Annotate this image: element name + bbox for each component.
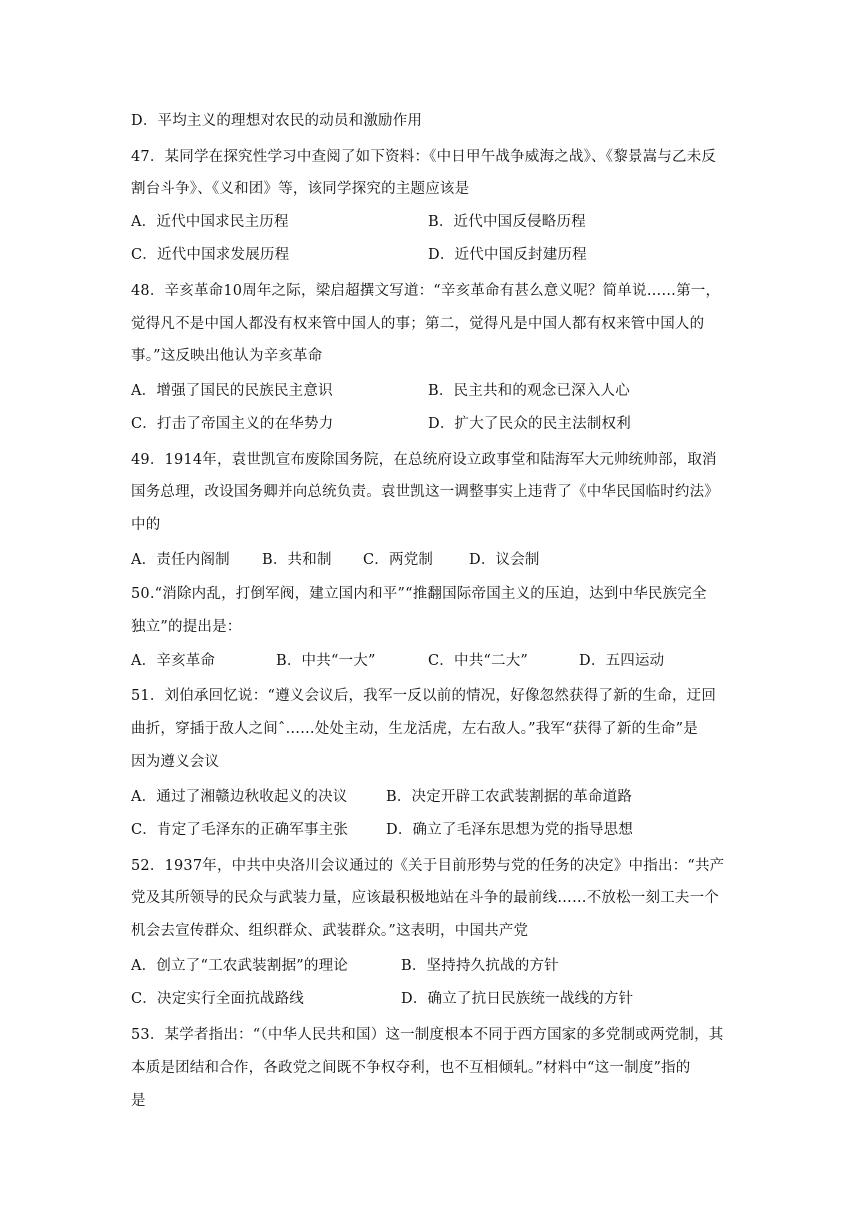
q52-stem-line-2: 党及其所领导的民众与武装力量，应该最积极地站在斗争的最前线……不放松一刻工夫一个 xyxy=(131,890,719,906)
q53-stem-line-2: 本质是团结和合作，各政党之间既不争权夺利，也不互相倾轧。”材料中“这一制度”指的 xyxy=(131,1060,691,1076)
q48-stem-line-1: 48．辛亥革命10周年之际，梁启超撰文写道：“辛亥革命有甚么意义呢？简单说……第一， xyxy=(131,283,721,299)
q51-option-b: B．决定开辟工农武装割据的革命道路 xyxy=(386,789,633,805)
q49-stem-line-2: 国务总理，改设国务卿并向总统负责。袁世凯这一调整事实上违背了《中华民国临时约法》 xyxy=(131,484,719,500)
q50-stem-line-2: 独立”的提出是： xyxy=(131,619,242,635)
q51-option-a: A．通过了湘赣边秋收起义的决议 xyxy=(131,789,348,805)
q48-option-c: C．打击了帝国主义的在华势力 xyxy=(131,416,334,432)
q51-stem-line-1: 51．刘伯承回忆说：“遵义会议后，我军一反以前的情况，好像忽然获得了新的生命，迂回 xyxy=(131,688,717,704)
q50-stem-line-1: 50.“消除内乱，打倒军阀，建立国内和平”“推翻国际帝国主义的压迫，达到中华民族完全 xyxy=(131,586,707,602)
q47-stem-line-2: 割台斗争》、《义和团》等，该同学探究的主题应该是 xyxy=(131,181,470,197)
q49-stem-line-3: 中的 xyxy=(131,517,161,533)
q47-option-b: B．近代中国反侵略历程 xyxy=(428,214,586,230)
q52-stem-line-1: 52．1937年，中共中央洛川会议通过的《关于目前形势与党的任务的决定》中指出：“共产 xyxy=(131,858,725,874)
q52-option-a: A．创立了“工农武装割据”的理论 xyxy=(131,958,348,974)
q49-option-a: A．责任内阁制 xyxy=(131,552,230,568)
q46-option-d: D．平均主义的理想对农民的动员和激励作用 xyxy=(131,113,423,129)
q48-stem-line-2: 觉得凡不是中国人都没有权来管中国人的事；第二，觉得凡是中国人都有权来管中国人的 xyxy=(131,316,705,332)
q53-stem-line-3: 是 xyxy=(131,1093,146,1109)
q50-option-c: C．中共“二大” xyxy=(428,653,529,669)
q50-option-b: B．中共“一大” xyxy=(276,653,376,669)
q48-option-d: D．扩大了民众的民主法制权利 xyxy=(428,416,631,432)
q50-option-d: D．五四运动 xyxy=(579,653,665,669)
q51-option-d: D．确立了毛泽东思想为党的指导思想 xyxy=(386,822,634,838)
q49-option-d: D．议会制 xyxy=(469,552,540,568)
q47-option-a: A．近代中国求民主历程 xyxy=(131,214,289,230)
q47-option-d: D．近代中国反封建历程 xyxy=(428,247,587,263)
q48-option-a: A．增强了国民的民族民主意识 xyxy=(131,383,333,399)
q52-stem-line-3: 机会去宣传群众、组织群众、武装群众。”这表明，中国共产党 xyxy=(131,923,529,939)
q52-option-b: B．坚持持久抗战的方针 xyxy=(401,958,559,974)
q51-stem-line-3: 因为遵义会议 xyxy=(131,754,220,770)
q51-option-c: C．肯定了毛泽东的正确军事主张 xyxy=(131,822,349,838)
q49-stem-line-1: 49．1914年，袁世凯宣布废除国务院，在总统府设立政事堂和陆海军大元帅统帅部，取消 xyxy=(131,452,717,468)
q52-option-d: D．确立了抗日民族统一战线的方针 xyxy=(401,991,634,1007)
q50-option-a: A．辛亥革命 xyxy=(131,653,216,669)
q47-option-c: C．近代中国求发展历程 xyxy=(131,247,290,263)
q47-stem-line-1: 47．某同学在探究性学习中查阅了如下资料：《中日甲午战争威海之战》、《黎景嵩与乙未反 xyxy=(131,149,717,165)
q52-option-c: C．决定实行全面抗战路线 xyxy=(131,991,304,1007)
q49-option-c: C．两党制 xyxy=(363,552,434,568)
q53-stem-line-1: 53．某学者指出：“（中华人民共和国）这一制度根本不同于西方国家的多党制或两党制，其 xyxy=(131,1027,724,1043)
q49-option-b: B．共和制 xyxy=(262,552,332,568)
q48-option-b: B．民主共和的观念已深入人心 xyxy=(428,383,630,399)
q48-stem-line-3: 事。”这反映出他认为辛亥革命 xyxy=(131,348,323,364)
q51-stem-line-2: 曲折，穿插于敌人之间ˆ……处处主动，生龙活虎，左右敌人。”我军“获得了新的生命”是 xyxy=(131,721,698,737)
